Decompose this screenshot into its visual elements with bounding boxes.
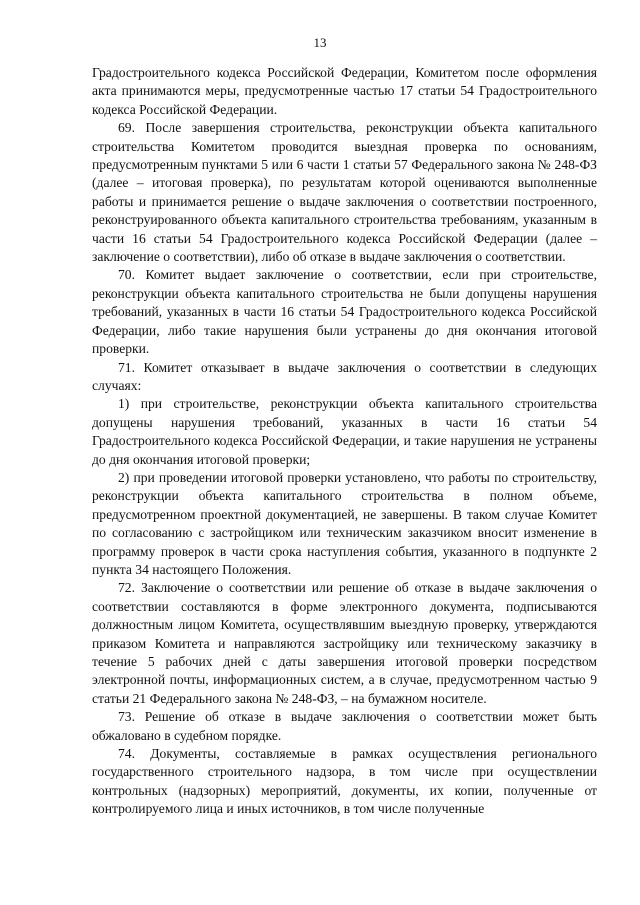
paragraph-72: 72. Заключение о соответствии или решение об отказе в выдаче заключения о соответствии составляются в форме электронного документа, подписываются должностным лицом Комитета, осуществлявшим выездную проверку, утверждаются приказом Комитета и направляются застройщику или техническому заказчику в течение 5 рабочих дней с даты завершения итоговой проверки посредством электронной почты, информационных систем, а в случае, предусмотренном частью 9 статьи 21 Федерального закона № 248-ФЗ, – на бумажном носителе. [92,580,597,706]
page-number: 13 [313,35,327,50]
paragraph-73: 73. Решение об отказе в выдаче заключения о соответствии может быть обжаловано в судебном порядке. [92,709,597,743]
document-body [92,64,597,819]
paragraph-continuation: Градостроительного кодекса Российской Федерации, Комитетом после оформления акта принимаются меры, предусмотренные частью 17 статьи 54 Градостроительного кодекса Российской Федерации. [92,65,597,117]
paragraph-70: 70. Комитет выдает заключение о соответствии, если при строительстве, реконструкции объекта капитального строительства не были допущены нарушения требований, указанных в части 16 статьи 54 Градостроительного кодекса Российской Федерации, либо такие нарушения были устранены до дня окончания итоговой проверки. [92,267,597,357]
paragraph-71-item-1: 1) при строительстве, реконструкции объекта капитального строительства допущены нарушения требований, указанных в части 16 статьи 54 Градостроительного кодекса Российской Федерации, и такие нарушения не устранены до дня окончания итоговой проверки; [92,396,597,467]
paragraph-71: 71. Комитет отказывает в выдаче заключения о соответствии в следующих случаях: [92,359,597,393]
paragraph-74: 74. Документы, составляемые в рамках осуществления регионального государственного строительного надзора, в том числе при осуществлении контрольных (надзорных) мероприятий, документы, их копии, полученные от контролируемого лица и иных источников, в том числе полученные [92,746,597,817]
paragraph-69: 69. После завершения строительства, реконструкции объекта капитального строительства Комитетом проводится выездная проверка по основаниям, предусмотренным пунктами 5 или 6 части 1 статьи 57 Федерального закона № 248-ФЗ (далее – итоговая проверка), по результатам которой оцениваются выполненные работы и принимается решение о выдаче заключения о соответствии построенного, реконструированного объекта капитального строительства требованиям, указанным в части 16 статьи 54 Градостроительного кодекса Российской Федерации (далее – заключение о соответствии), либо об отказе в выдаче заключения о соответствии. [92,120,597,265]
paragraph-71-item-2: 2) при проведении итоговой проверки установлено, что работы по строительству, реконструкции объекта капитального строительства в полном объеме, предусмотренном проектной документацией, не завершены. В таком случае Комитет по согласованию с застройщиком или техническим заказчиком вносит изменение в программу проверок в части срока наступления события, указанного в подпункте 2 пункта 34 настоящего Положения. [92,469,597,577]
